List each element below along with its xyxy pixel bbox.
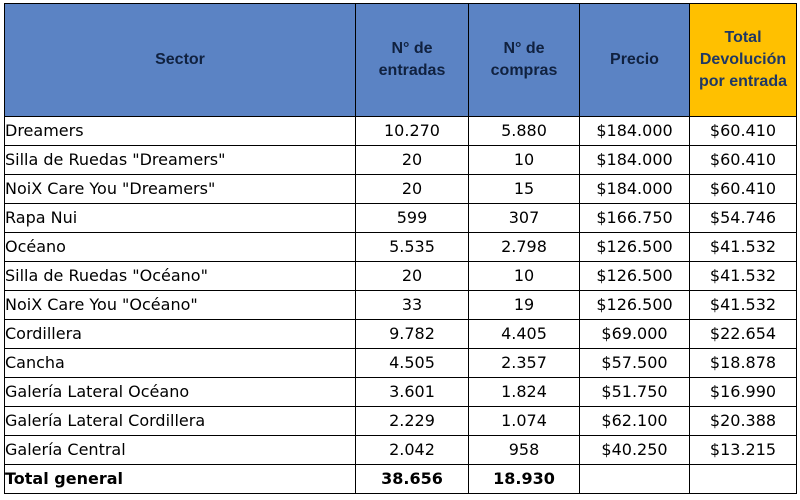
total-row (5, 465, 797, 494)
total-label: Total general (5, 465, 356, 494)
cell-devolucion: $16.990 (690, 378, 797, 407)
header-devolucion-line-3: por entrada (698, 73, 787, 90)
table-row (5, 349, 797, 378)
cell-precio: $62.100 (580, 407, 690, 436)
total-compras: 18.930 (469, 465, 580, 494)
cell-devolucion: $60.410 (690, 146, 797, 175)
cell-sector: Cordillera (5, 320, 356, 349)
cell-entradas: 4.505 (356, 349, 469, 378)
cell-precio: $126.500 (580, 233, 690, 262)
cell-entradas: 5.535 (356, 233, 469, 262)
cell-precio: $40.250 (580, 436, 690, 465)
header-compras-line-2: compras (490, 62, 558, 79)
header-precio-label: Precio (610, 51, 659, 68)
cell-precio: $126.500 (580, 291, 690, 320)
cell-devolucion: $20.388 (690, 407, 797, 436)
cell-precio: $126.500 (580, 262, 690, 291)
cell-sector: NoiX Care You "Dreamers" (5, 175, 356, 204)
cell-compras: 4.405 (469, 320, 580, 349)
cell-sector: Galería Lateral Cordillera (5, 407, 356, 436)
cell-compras: 1.824 (469, 378, 580, 407)
cell-sector: Océano (5, 233, 356, 262)
cell-sector: Cancha (5, 349, 356, 378)
cell-compras: 307 (469, 204, 580, 233)
cell-compras: 19 (469, 291, 580, 320)
cell-sector: Silla de Ruedas "Océano" (5, 262, 356, 291)
cell-devolucion: $60.410 (690, 117, 797, 146)
cell-sector: Galería Lateral Océano (5, 378, 356, 407)
cell-precio: $51.750 (580, 378, 690, 407)
cell-entradas: 3.601 (356, 378, 469, 407)
cell-entradas: 33 (356, 291, 469, 320)
cell-devolucion: $60.410 (690, 175, 797, 204)
table-row (5, 117, 797, 146)
header-devolucion-line-1: Total (724, 29, 762, 46)
header-sector (5, 4, 356, 117)
cell-sector: Silla de Ruedas "Dreamers" (5, 146, 356, 175)
cell-compras: 1.074 (469, 407, 580, 436)
table-row (5, 175, 797, 204)
cell-devolucion: $41.532 (690, 262, 797, 291)
table-row (5, 204, 797, 233)
cell-entradas: 20 (356, 175, 469, 204)
cell-entradas: 10.270 (356, 117, 469, 146)
cell-devolucion: $41.532 (690, 291, 797, 320)
header-sector-label: Sector (155, 51, 205, 68)
cell-devolucion: $22.654 (690, 320, 797, 349)
cell-entradas: 599 (356, 204, 469, 233)
table-row (5, 436, 797, 465)
table-row (5, 378, 797, 407)
ticket-refund-table (4, 3, 797, 494)
table-row (5, 233, 797, 262)
header-precio (580, 4, 690, 117)
cell-compras: 15 (469, 175, 580, 204)
cell-entradas: 20 (356, 146, 469, 175)
cell-precio: $166.750 (580, 204, 690, 233)
header-devolucion (690, 4, 797, 117)
cell-entradas: 20 (356, 262, 469, 291)
cell-sector: Rapa Nui (5, 204, 356, 233)
total-precio (580, 465, 690, 494)
cell-precio: $57.500 (580, 349, 690, 378)
cell-compras: 958 (469, 436, 580, 465)
cell-precio: $184.000 (580, 146, 690, 175)
cell-devolucion: $18.878 (690, 349, 797, 378)
header-entradas-line-2: entradas (378, 62, 446, 79)
table-row (5, 407, 797, 436)
table-row (5, 146, 797, 175)
cell-compras: 10 (469, 262, 580, 291)
cell-entradas: 9.782 (356, 320, 469, 349)
cell-sector: Dreamers (5, 117, 356, 146)
table-row (5, 262, 797, 291)
cell-precio: $69.000 (580, 320, 690, 349)
cell-compras: 2.798 (469, 233, 580, 262)
cell-precio: $184.000 (580, 175, 690, 204)
header-compras (469, 4, 580, 117)
cell-devolucion: $54.746 (690, 204, 797, 233)
cell-entradas: 2.042 (356, 436, 469, 465)
cell-sector: Galería Central (5, 436, 356, 465)
header-row (5, 4, 797, 117)
header-devolucion-line-2: Devolución (699, 51, 787, 68)
total-devolucion (690, 465, 797, 494)
header-compras-line-1: N° de (503, 40, 545, 57)
cell-devolucion: $13.215 (690, 436, 797, 465)
cell-compras: 5.880 (469, 117, 580, 146)
table-row (5, 320, 797, 349)
cell-sector: NoiX Care You "Océano" (5, 291, 356, 320)
cell-precio: $184.000 (580, 117, 690, 146)
header-entradas-line-1: N° de (391, 40, 433, 57)
cell-compras: 2.357 (469, 349, 580, 378)
total-entradas: 38.656 (356, 465, 469, 494)
table-row (5, 291, 797, 320)
header-entradas (356, 4, 469, 117)
cell-entradas: 2.229 (356, 407, 469, 436)
cell-devolucion: $41.532 (690, 233, 797, 262)
cell-compras: 10 (469, 146, 580, 175)
